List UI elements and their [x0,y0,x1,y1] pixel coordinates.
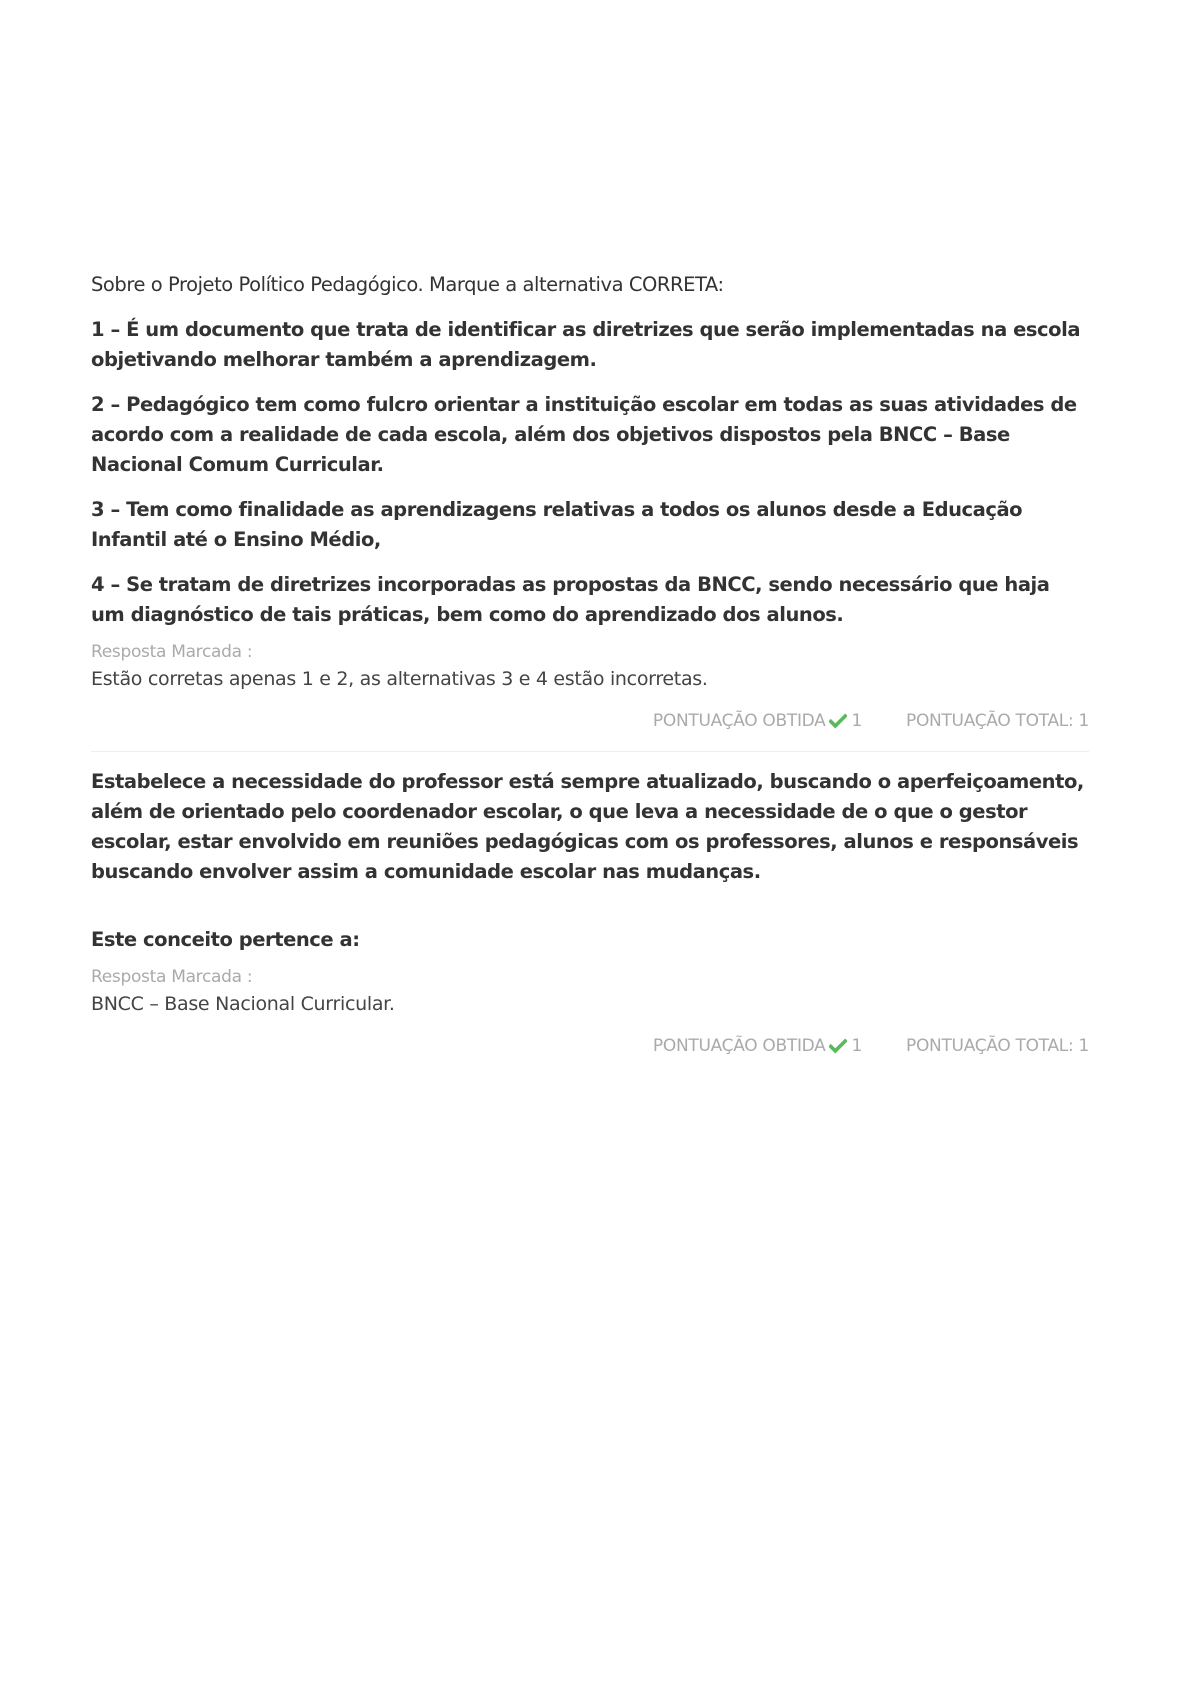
quiz-results [91,270,1089,1061]
score-obtained [653,706,862,736]
score-row [91,1031,1089,1061]
check-icon [829,712,847,730]
score-total: PONTUAÇÃO TOTAL: 1 [906,1036,1089,1056]
score-row [91,706,1089,736]
marked-answer: Estão corretas apenas 1 e 2, as alternativas 3 e 4 estão incorretas. [91,668,708,690]
marked-answer: BNCC – Base Nacional Curricular. [91,993,395,1015]
score-obtained [653,1031,862,1061]
question-1-option-1: 1 – É um documento que trata de identificar as diretrizes que serão implementadas na escola objetivando melhorar também a aprendizagem. [91,318,1081,371]
question-2 [91,767,1089,1061]
answer-label: Resposta Marcada : [91,967,253,987]
answer-label: Resposta Marcada : [91,642,253,662]
score-obtained-value: 1 [851,711,863,731]
question-2-statement: Estabelece a necessidade do professor está sempre atualizado, buscando o aperfeiçoamento, além de orientado pelo coordenador escolar, o que leva a necessidade de o que o gestor escolar, estar envolvido em reuniões pedagógicas com os professores, alunos e responsáveis buscando envolver assim a comunidade escolar nas mudanças. [91,770,1084,883]
question-1-option-2: 2 – Pedagógico tem como fulcro orientar a instituição escolar em todas as suas atividades de acordo com a realidade de cada escola, além dos objetivos dispostos pela BNCC – Base Nacional Comum Curricular. [91,393,1077,476]
question-1-intro: Sobre o Projeto Político Pedagógico. Marque a alternativa CORRETA: [91,273,724,296]
score-obtained-label: PONTUAÇÃO OBTIDA [652,1036,826,1056]
divider [91,751,1089,752]
question-1-option-3: 3 – Tem como finalidade as aprendizagens relativas a todos os alunos desde a Educação Infantil até o Ensino Médio, [91,498,1023,551]
score-obtained-label: PONTUAÇÃO OBTIDA [652,711,826,731]
question-1-option-4: 4 – Se tratam de diretrizes incorporadas as propostas da BNCC, sendo necessário que haja um diagnóstico de tais práticas, bem como do aprendizado dos alunos. [91,573,1050,626]
check-icon [829,1037,847,1055]
score-total: PONTUAÇÃO TOTAL: 1 [906,711,1089,731]
question-2-prompt: Este conceito pertence a: [91,928,360,951]
score-obtained-value: 1 [851,1036,863,1056]
spacer [91,887,1089,925]
question-1 [91,270,1089,736]
